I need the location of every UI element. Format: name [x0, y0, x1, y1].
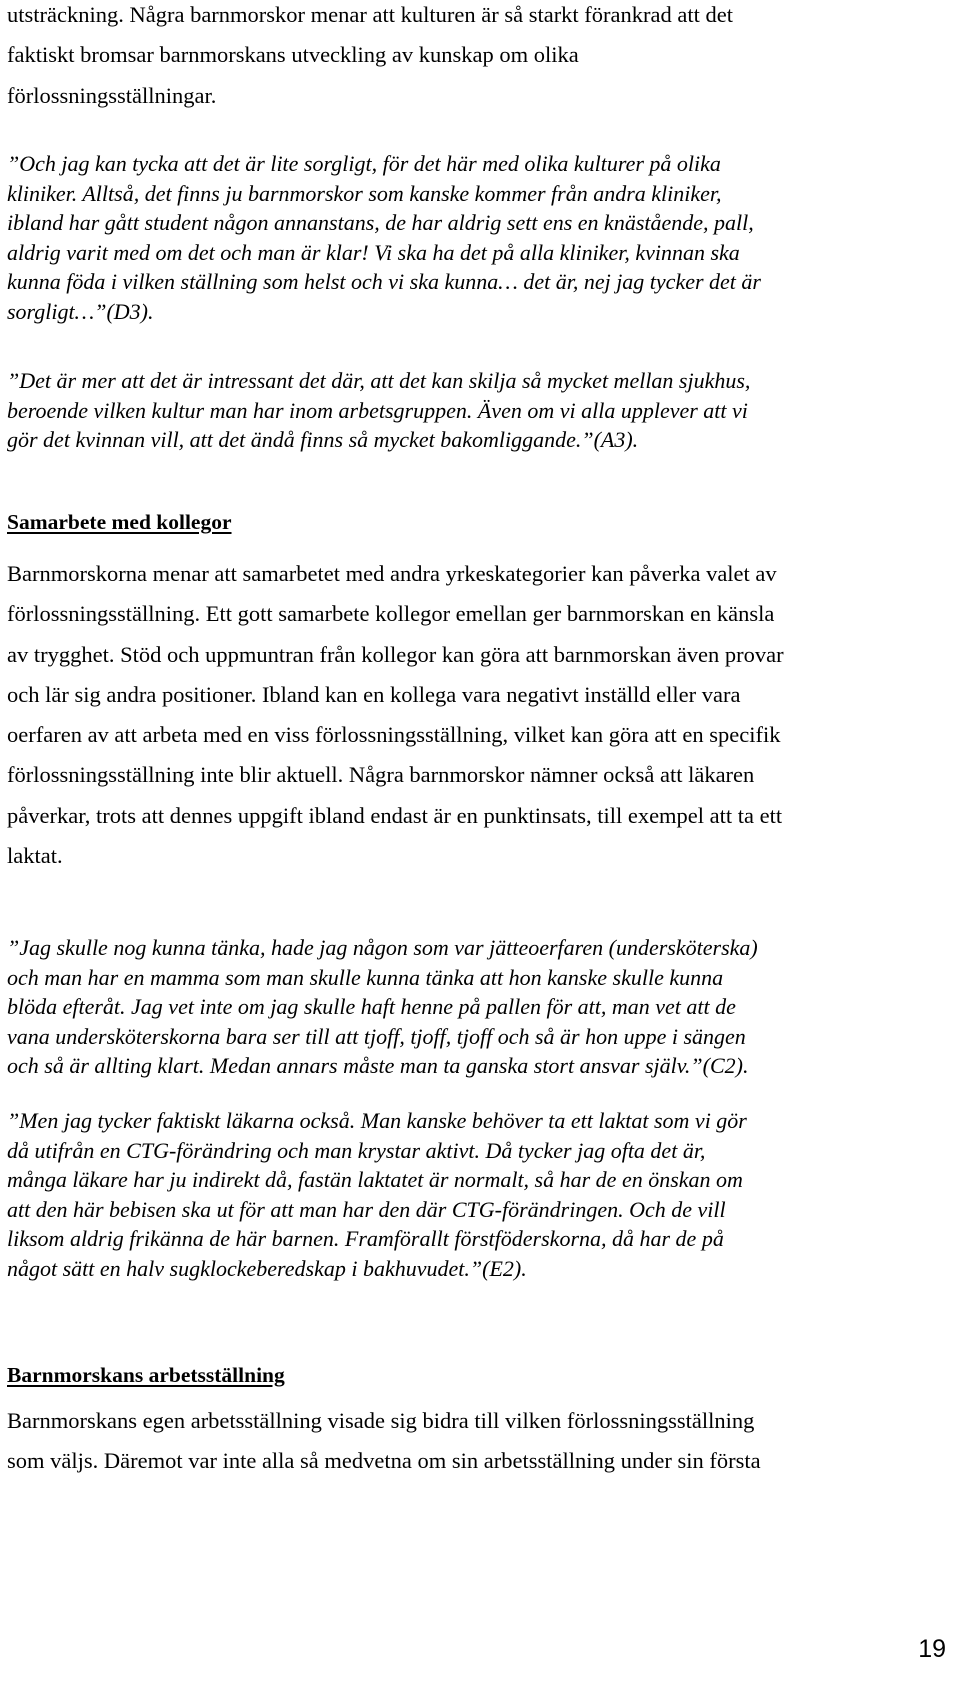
quote-line: då utifrån en CTG-förändring och man krystar aktivt. Då tycker jag ofta det är,	[7, 1137, 706, 1163]
text-line: utsträckning. Några barnmorskor menar att kulturen är så starkt förankrad att det	[7, 2, 733, 27]
quote-line: och man har en mamma som man skulle kunna tänka att hon kanske skulle kunna	[7, 964, 724, 990]
quote-line: gör det kvinnan vill, att det ändå finns så mycket bakomliggande.”(A3).	[7, 427, 639, 453]
samarbete-paragraph	[7, 554, 907, 876]
quote-line: ”Det är mer att det är intressant det där, att det kan skilja så mycket mellan sjukhus,	[7, 368, 751, 393]
quote-line: sorgligt…”(D3).	[7, 298, 154, 324]
quote-line: att den här bebisen ska ut för att man har den där CTG-förändringen. Och de vill	[7, 1196, 726, 1222]
quote-line: liksom aldrig frikänna de här barnen. Framförallt förstföderskorna, då har de på	[7, 1226, 724, 1252]
text-line: och lär sig andra positioner. Ibland kan en kollega vara negativt inställd eller vara	[7, 681, 741, 707]
quote-line: ”Men jag tycker faktiskt läkarna också. Man kanske behöver ta ett laktat som vi gör	[7, 1108, 747, 1133]
quote-line: ”Och jag kan tycka att det är lite sorgligt, för det här med olika kulturer på olika	[7, 151, 721, 176]
text-line: förlossningsställningar.	[7, 82, 217, 108]
quote-line: kunna föda i vilken ställning som helst och vi ska kunna… det är, nej jag tycker det är	[7, 269, 761, 295]
page-number: 19	[918, 1635, 946, 1663]
text-line: Barnmorskans egen arbetsställning visade sig bidra till vilken förlossningsställning	[7, 1408, 755, 1433]
text-line: laktat.	[7, 843, 63, 869]
quote-line: något sätt en halv sugklockeberedskap i bakhuvudet.”(E2).	[7, 1255, 527, 1281]
section-heading-arbetsstallning: Barnmorskans arbetsställning	[7, 1363, 285, 1387]
interview-quote-d3	[7, 149, 907, 327]
arbetsstallning-paragraph	[7, 1401, 907, 1482]
text-line: påverkar, trots att dennes uppgift ibland endast är en punktinsats, till exempel att ta ett	[7, 802, 783, 828]
quote-line: aldrig varit med om det och man är klar! Vi ska ha det på alla kliniker, kvinnan ska	[7, 239, 740, 265]
quote-line: många läkare har ju indirekt då, fastän laktatet är normalt, så har de en önskan om	[7, 1167, 743, 1193]
text-line: förlossningsställning. Ett gott samarbete kollegor emellan ger barnmorskan en känsla	[7, 601, 775, 627]
text-line: av trygghet. Stöd och uppmuntran från kollegor kan göra att barnmorskan även provar	[7, 641, 784, 667]
interview-quote-c2	[7, 933, 907, 1081]
quote-line: beroende vilken kultur man har inom arbetsgruppen. Även om vi alla upplever att vi	[7, 397, 748, 423]
quote-line: ibland har gått student någon annanstans, de har aldrig sett ens en knästående, pall,	[7, 210, 754, 236]
text-line: oerfaren av att arbeta med en viss förlossningsställning, vilket kan göra att en specifik	[7, 722, 781, 748]
quote-line: och så är allting klart. Medan annars måste man ta ganska stort ansvar själv.”(C2).	[7, 1053, 749, 1079]
text-line: förlossningsställning inte blir aktuell. Några barnmorskor nämner också att läkaren	[7, 762, 755, 788]
text-line: faktiskt bromsar barnmorskans utveckling av kunskap om olika	[7, 42, 579, 68]
section-heading-samarbete: Samarbete med kollegor	[7, 510, 232, 534]
quote-line: ”Jag skulle nog kunna tänka, hade jag någon som var jätteoerfaren (undersköterska)	[7, 935, 758, 960]
intro-paragraph	[7, 0, 907, 116]
interview-quote-a3	[7, 366, 907, 455]
text-line: Barnmorskorna menar att samarbetet med andra yrkeskategorier kan påverka valet av	[7, 561, 777, 586]
text-line: som väljs. Däremot var inte alla så medvetna om sin arbetsställning under sin första	[7, 1448, 761, 1474]
quote-line: vana undersköterskorna bara ser till att tjoff, tjoff, tjoff och så är hon uppe i sängen	[7, 1023, 746, 1049]
interview-quote-e2	[7, 1106, 907, 1284]
quote-line: kliniker. Alltså, det finns ju barnmorskor som kanske kommer från andra kliniker,	[7, 180, 722, 206]
quote-line: blöda efteråt. Jag vet inte om jag skulle haft henne på pallen för att, man vet att de	[7, 994, 736, 1020]
